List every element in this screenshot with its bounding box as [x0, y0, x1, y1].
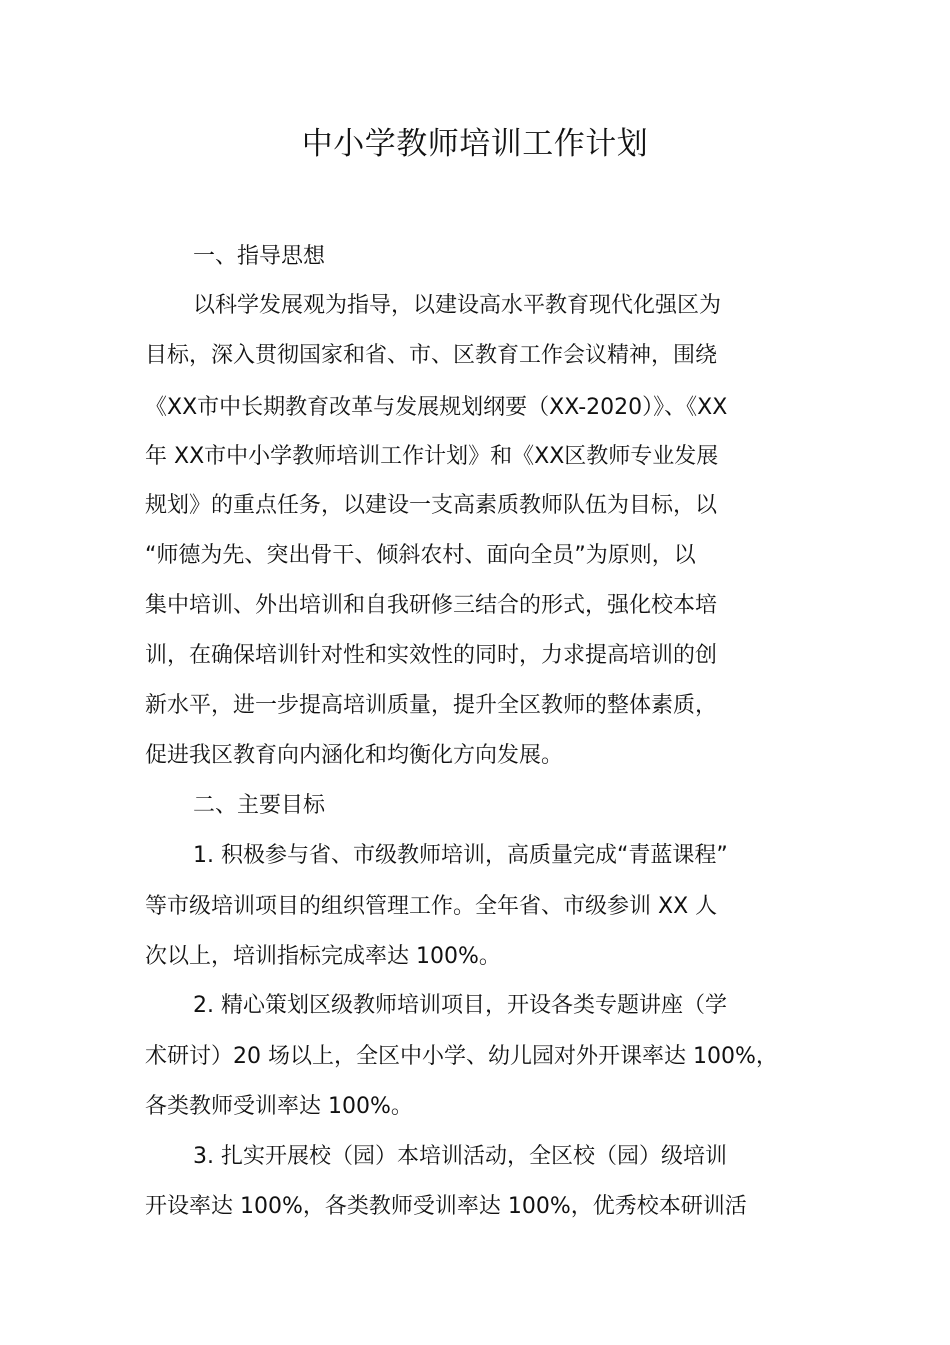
goal-item-line: 3. 扎实开展校（园）本培训活动，全区校（园）级培训	[193, 1144, 727, 1169]
paragraph-line: 促进我区教育向内涵化和均衡化方向发展。	[145, 743, 564, 768]
paragraph-line: 训，在确保培训针对性和实效性的同时，力求提高培训的创	[145, 643, 718, 668]
goal-item-line: 等市级培训项目的组织管理工作。全年省、市级参训 XX 人	[145, 894, 718, 919]
paragraph-line: 集中培训、外出培训和自我研修三结合的形式，强化校本培	[145, 593, 718, 618]
goal-item-line: 各类教师受训率达 100%。	[145, 1094, 413, 1119]
goal-item-line: 术研讨）20 场以上，全区中小学、幼儿园对外开课率达 100%，	[145, 1044, 778, 1069]
paragraph-line: 《XX市中长期教育改革与发展规划纲要（XX-2020）》、《XX	[145, 395, 728, 420]
paragraph-line: 规划》的重点任务，以建设一支高素质教师队伍为目标，以	[145, 493, 718, 518]
paragraph-line: 新水平，进一步提高培训质量，提升全区教师的整体素质，	[145, 693, 718, 718]
paragraph-line: 目标，深入贯彻国家和省、市、区教育工作会议精神，围绕	[145, 343, 718, 368]
paragraph-line: 以科学发展观为指导，以建设高水平教育现代化强区为	[193, 293, 722, 318]
goal-item-line: 次以上，培训指标完成率达 100%。	[145, 944, 501, 969]
goal-item-line: 2. 精心策划区级教师培训项目，开设各类专题讲座（学	[193, 993, 727, 1018]
goal-item-line: 开设率达 100%，各类教师受训率达 100%，优秀校本研训活	[145, 1194, 747, 1219]
paragraph-line: “师德为先、突出骨干、倾斜农村、面向全员”为原则，以	[145, 543, 696, 568]
section-heading-guiding-thought: 一、指导思想	[193, 244, 326, 269]
document-title: 中小学教师培训工作计划	[301, 126, 649, 162]
section-heading-main-goals: 二、主要目标	[193, 793, 326, 818]
paragraph-line: 年 XX市中小学教师培训工作计划》和《XX区教师专业发展	[145, 444, 719, 469]
goal-item-line: 1. 积极参与省、市级教师培训，高质量完成“青蓝课程”	[193, 843, 728, 868]
